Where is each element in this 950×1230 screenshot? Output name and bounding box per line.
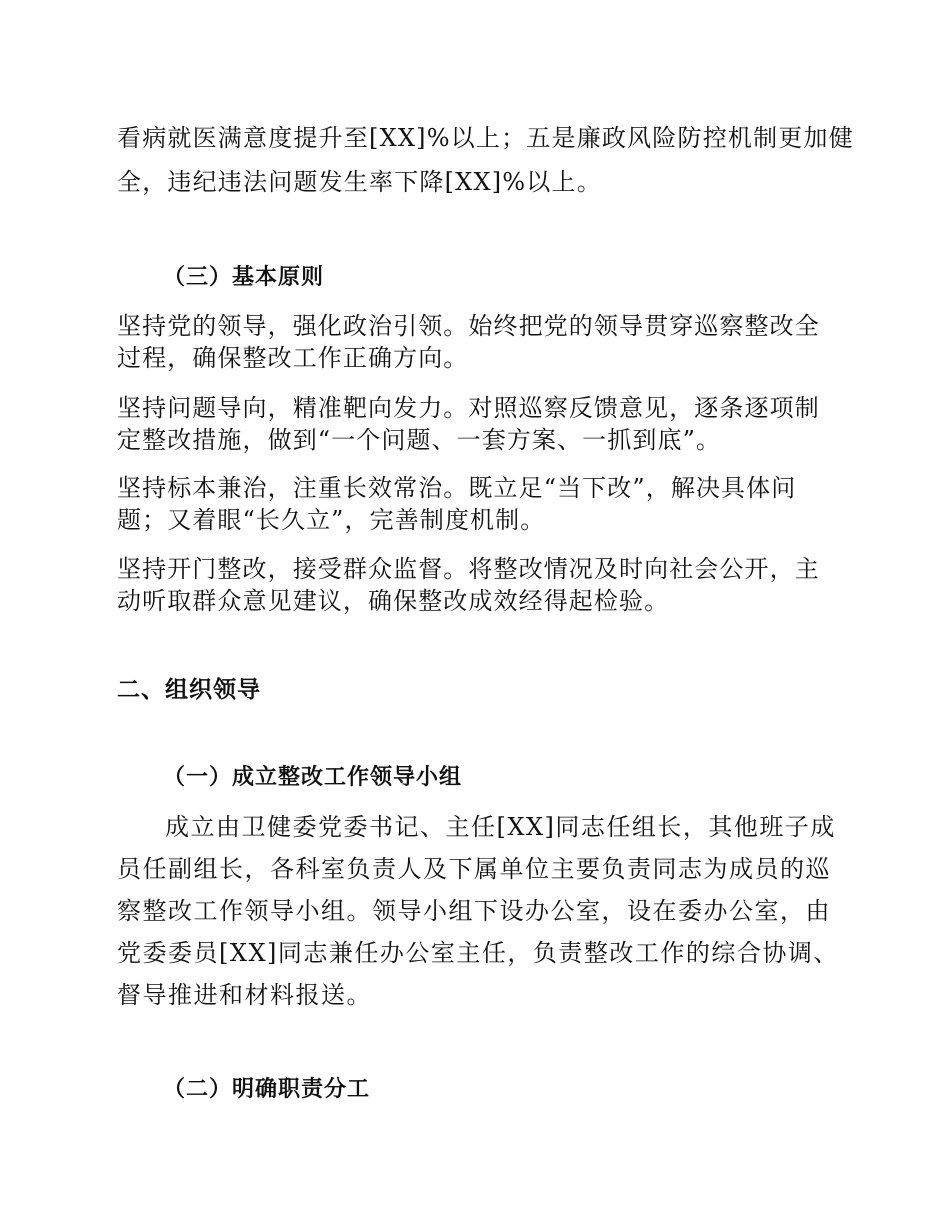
leading-group-body: 成立由卫健委党委书记、主任[XX]同志任组长，其他班子成员任副组长，各科室负责人及下属单位主要负责同志为成员的巡察整改工作领导小组。领导小组下设办公室，设在委办公室，由党委委员[XX]同志兼任办公室主任，负责整改工作的综合协调、督导推进和材料报送。 bbox=[117, 813, 839, 1009]
principle-paragraph-3: 坚持标本兼治，注重长效常治。既立足“当下改”，解决具体问题；又着眼“长久立”，完善制度机制。 bbox=[117, 474, 797, 534]
principles-heading: （三）基本原则 bbox=[163, 265, 325, 290]
principle-paragraph-2: 坚持问题导向，精准靶向发力。对照巡察反馈意见，逐条逐项制定整改措施，做到“一个问题、一套方案、一抓到底”。 bbox=[117, 394, 820, 454]
intro-line-1: 看病就医满意度提升至[XX]%以上；五是廉政风险防控机制更加健 bbox=[117, 124, 854, 152]
responsibilities-heading: （二）明确职责分工 bbox=[163, 1077, 371, 1102]
organization-heading: 二、组织领导 bbox=[117, 677, 261, 703]
leading-group-heading: （一）成立整改工作领导小组 bbox=[163, 765, 463, 790]
principle-paragraph-4: 坚持开门整改，接受群众监督。将整改情况及时向社会公开，主动听取群众意见建议，确保整改成效经得起检验。 bbox=[117, 555, 820, 615]
intro-line-2: 全，违纪违法问题发生率下降[XX]%以上。 bbox=[117, 168, 602, 196]
principle-paragraph-1: 坚持党的领导，强化政治引领。始终把党的领导贯穿巡察整改全过程，确保整改工作正确方向。 bbox=[117, 312, 820, 372]
